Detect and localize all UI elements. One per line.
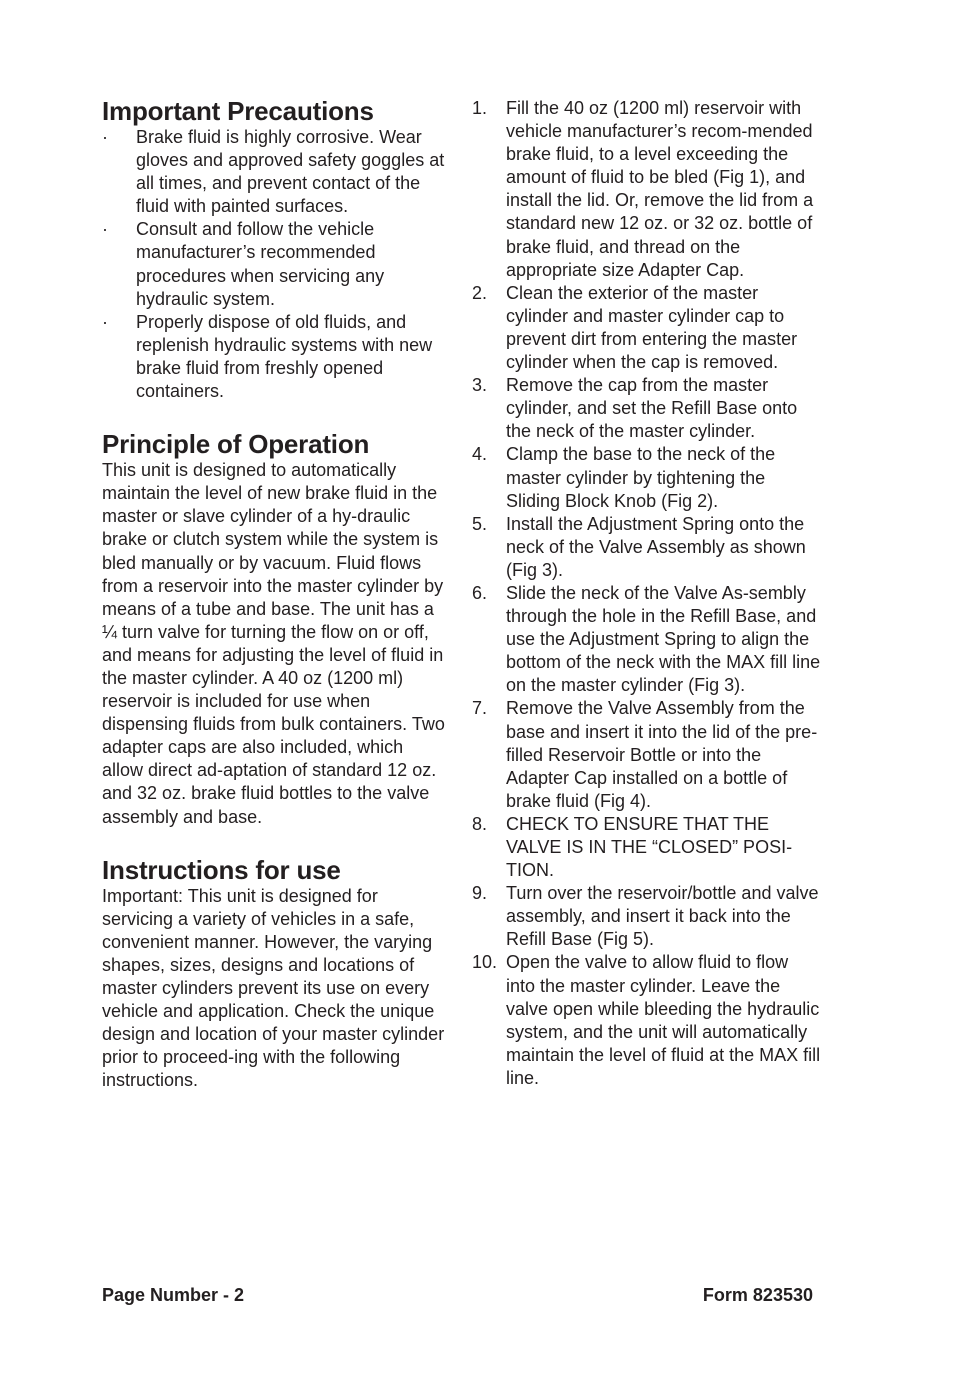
operation-heading: Principle of Operation — [102, 429, 370, 460]
step-item — [472, 374, 822, 443]
step-number: 9. — [472, 883, 488, 904]
step-item — [472, 443, 822, 512]
step-number: 1. — [472, 98, 488, 118]
bullet-dot-icon: · — [102, 219, 108, 240]
step-text: Slide the neck of the Valve As-sembly through the hole in the Refill Base, and use the Adjustment Spring to align the bottom of the neck with the MAX fill line on the master cylinder (Fig 3). — [506, 582, 821, 696]
step-number: 7. — [472, 698, 488, 719]
step-text: Clean the exterior of the master cylinder and master cylinder cap to prevent dirt from entering the master cylinder when the cap is removed. — [506, 282, 798, 373]
step-item — [472, 882, 822, 951]
step-item — [472, 813, 822, 882]
step-text: Fill the 40 oz (1200 ml) reservoir with vehicle manufacturer’s recom-mended brake fluid, to a level exceeding the amount of fluid to be bled (Fig 1), and install the lid. Or, remove the lid from a standard new 12 oz. or 32 oz. bottle of brake fluid, and thread on the appropriate size Adapter Cap. — [506, 98, 814, 280]
step-number: 4. — [472, 444, 488, 465]
precautions-list — [102, 126, 447, 403]
precautions-section — [102, 96, 447, 403]
step-number: 5. — [472, 513, 488, 534]
step-text: Turn over the reservoir/bottle and valve assembly, and insert it back into the Refill Base (Fig 5). — [506, 883, 819, 950]
step-number: 10. — [472, 952, 498, 973]
step-number: 8. — [472, 813, 488, 834]
precaution-text: Brake fluid is highly corrosive. Wear gloves and approved safety goggles at all times, and prevent contact of the fluid with painted surfaces. — [136, 127, 445, 217]
step-item — [472, 582, 822, 697]
step-item — [472, 697, 822, 812]
step-text: Remove the Valve Assembly from the base and insert it into the lid of the pre-filled Reservoir Bottle or into the Adapter Cap installed on a bottle of brake fluid (Fig 4). — [506, 698, 818, 811]
step-item — [472, 97, 822, 282]
bullet-dot-icon: · — [102, 127, 108, 147]
precaution-item — [102, 218, 447, 310]
instructions-heading: Instructions for use — [102, 854, 341, 885]
operation-section — [102, 429, 447, 829]
page-number: Page Number - 2 — [102, 1285, 245, 1305]
step-text: Clamp the base to the neck of the master cylinder by tightening the Sliding Block Knob (Fig 2). — [506, 444, 776, 511]
instructions-section — [102, 855, 447, 1093]
step-number: 6. — [472, 582, 488, 603]
step-item — [472, 951, 822, 1090]
step-item — [472, 513, 822, 582]
left-column — [102, 96, 447, 1092]
step-text: Open the valve to allow fluid to flow into the master cylinder. Leave the valve open while bleeding the hydraulic system, and the unit will automatically maintain the level of fluid at the MAX fill line. — [506, 952, 821, 1088]
instructions-body: Important: This unit is designed for servicing a variety of vehicles in a safe, convenient manner. However, the varying shapes, sizes, designs and locations of master cylinders prevent its use on every vehicle and application. Check the unique design and location of your master cylinder prior to proceed-ing with the following instructions. — [102, 885, 445, 1091]
step-number: 3. — [472, 375, 488, 396]
operation-body: This unit is designed to automatically maintain the level of new brake fluid in the master or slave cylinder of a hy-draulic brake or clutch system while the system is bled manually or by vacuum. Fluid flows from a reservoir into the master cylinder by means of a tube and base. The unit has a ¼ turn valve for turning the flow on or off, and means for adjusting the level of fluid in the master cylinder. A 40 oz (1200 ml) reservoir is included for use when dispensing fluids from bulk containers. Two adapter caps are also included, which allow direct ad-aptation of standard 12 oz. and 32 oz. brake fluid bottles to the valve assembly and base. — [102, 460, 445, 827]
right-column — [472, 96, 822, 1090]
precaution-item — [102, 311, 447, 403]
steps-list — [472, 97, 822, 1090]
precaution-text: Properly dispose of old fluids, and replenish hydraulic systems with new brake fluid from freshly opened containers. — [136, 311, 433, 402]
step-text: CHECK TO ENSURE THAT THE VALVE IS IN THE “CLOSED” POSI-TION. — [506, 813, 793, 881]
form-number: Form 823530 — [702, 1285, 813, 1305]
precaution-text: Consult and follow the vehicle manufacturer’s recommended procedures when servicing any hydraulic system. — [136, 219, 385, 309]
step-text: Remove the cap from the master cylinder, and set the Refill Base onto the neck of the master cylinder. — [506, 375, 798, 442]
precaution-item — [102, 126, 447, 218]
step-number: 2. — [472, 282, 488, 303]
precautions-heading: Important Precautions — [102, 96, 374, 126]
bullet-dot-icon: · — [102, 311, 108, 332]
step-item — [472, 282, 822, 374]
step-text: Install the Adjustment Spring onto the neck of the Valve Assembly as shown (Fig 3). — [506, 513, 806, 580]
